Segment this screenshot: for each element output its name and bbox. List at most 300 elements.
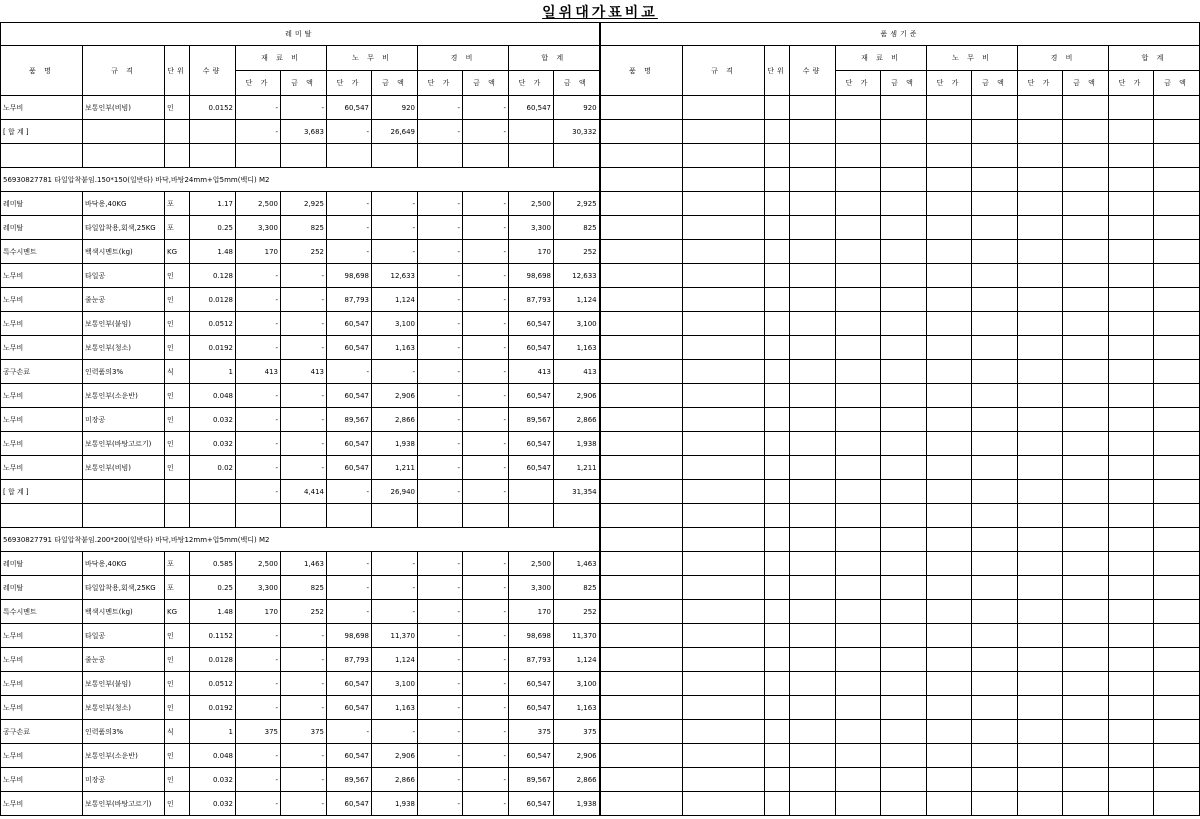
- cell-exp-amount: -: [463, 240, 509, 264]
- cell-total-price: 89,567: [509, 408, 554, 432]
- table-row: [1, 216, 600, 240]
- cell-empty: [972, 240, 1018, 264]
- cell-exp-price: -: [418, 696, 463, 720]
- cell-empty: [1018, 696, 1063, 720]
- cell-mat-price: -: [236, 96, 281, 120]
- column-header-row: [601, 46, 1200, 71]
- cell-exp-price: -: [418, 624, 463, 648]
- cell-empty: [836, 96, 881, 120]
- cell-empty: [601, 432, 683, 456]
- cell-empty: [1154, 384, 1200, 408]
- cell-total-price: 3,300: [509, 216, 554, 240]
- cell-empty: [372, 144, 418, 168]
- cell-empty: [1063, 528, 1109, 552]
- cell-empty: [1018, 480, 1063, 504]
- cell-name: 노무비: [1, 456, 83, 480]
- cell-empty: [790, 216, 836, 240]
- cell-empty: [1109, 624, 1154, 648]
- cell-mat-price: -: [236, 456, 281, 480]
- cell-empty: [927, 552, 972, 576]
- cell-spec: 줄눈공: [83, 288, 165, 312]
- cell-empty: [683, 312, 765, 336]
- cell-name: 노무비: [1, 312, 83, 336]
- empty-row: [601, 792, 1200, 816]
- cell-empty: [881, 456, 927, 480]
- cell-empty: [972, 744, 1018, 768]
- cell-empty: [790, 144, 836, 168]
- cell-empty: [836, 528, 881, 552]
- cell-total-amount: 825: [554, 576, 600, 600]
- cell-empty: [881, 168, 927, 192]
- cell-empty: [881, 240, 927, 264]
- cell-name: 레미탈: [1, 216, 83, 240]
- cell-lab-amount: -: [372, 720, 418, 744]
- cell-total-amount: 252: [554, 240, 600, 264]
- cell-total-amount: 2,906: [554, 744, 600, 768]
- cell-empty: [765, 624, 790, 648]
- header-unit-price: 단 가: [236, 71, 281, 96]
- header-unit: 단위: [165, 46, 190, 96]
- cell-unit: 인: [165, 648, 190, 672]
- cell-exp-amount: -: [463, 120, 509, 144]
- cell-total-price: 170: [509, 600, 554, 624]
- cell-mat-price: 3,300: [236, 216, 281, 240]
- cell-spec: 보통인부(바탕고르기): [83, 432, 165, 456]
- cell-empty: [601, 744, 683, 768]
- cell-empty: [972, 360, 1018, 384]
- cell-empty: [927, 144, 972, 168]
- cell-empty: [927, 384, 972, 408]
- cell-empty: [765, 288, 790, 312]
- cell-name: 특수시멘트: [1, 240, 83, 264]
- cell-empty: [1109, 792, 1154, 816]
- cell-empty: [927, 312, 972, 336]
- table-row: [1, 720, 600, 744]
- cell-empty: [927, 456, 972, 480]
- empty-row: [601, 384, 1200, 408]
- cell-empty: [927, 288, 972, 312]
- cell-spec: 줄눈공: [83, 648, 165, 672]
- cell-empty: [972, 456, 1018, 480]
- cell-mat-price: -: [236, 264, 281, 288]
- cell-qty: 0.0512: [190, 672, 236, 696]
- cell-total-price: 98,698: [509, 264, 554, 288]
- cell-name: 노무비: [1, 264, 83, 288]
- cell-mat-amount: -: [281, 768, 327, 792]
- cell-empty: [1063, 192, 1109, 216]
- empty-row: [601, 336, 1200, 360]
- table-row: [1, 264, 600, 288]
- cell-empty: [836, 792, 881, 816]
- cell-name: 공구손료: [1, 720, 83, 744]
- cell-exp-price: -: [418, 792, 463, 816]
- cell-mat-price: 413: [236, 360, 281, 384]
- table-row: [1, 600, 600, 624]
- cell-empty: [927, 624, 972, 648]
- empty-row: [601, 504, 1200, 528]
- cell-mat-amount: -: [281, 648, 327, 672]
- cell-unit: 인: [165, 336, 190, 360]
- cell-spec: 보통인부(붙임): [83, 312, 165, 336]
- header-expense: 경 비: [418, 46, 509, 71]
- header-amount: 금 액: [554, 71, 600, 96]
- cell-unit: [165, 120, 190, 144]
- table-row: [1, 336, 600, 360]
- cell-exp-price: -: [418, 480, 463, 504]
- table-row: [1, 288, 600, 312]
- cell-empty: [836, 408, 881, 432]
- header-unit: 단위: [765, 46, 790, 96]
- cell-empty: [972, 288, 1018, 312]
- cell-empty: [972, 312, 1018, 336]
- cell-empty: [236, 144, 281, 168]
- cell-lab-price: 60,547: [327, 672, 372, 696]
- cell-spec: 백색시멘트(kg): [83, 600, 165, 624]
- cell-empty: [1063, 768, 1109, 792]
- cell-unit: 인: [165, 312, 190, 336]
- cell-empty: [927, 240, 972, 264]
- empty-row: [601, 96, 1200, 120]
- cell-mat-amount: 1,463: [281, 552, 327, 576]
- header-unit-price: 단 가: [509, 71, 554, 96]
- cell-mat-amount: -: [281, 696, 327, 720]
- cell-empty: [790, 432, 836, 456]
- item-group-title: 56930827781 타일압착붙임.150*150(일반타) 바닥,바탕24mm+압5mm(백디) M2: [1, 168, 600, 192]
- cell-empty: [1109, 312, 1154, 336]
- table-row: [1, 648, 600, 672]
- cell-empty: [765, 648, 790, 672]
- cell-empty: [765, 216, 790, 240]
- cell-empty: [601, 384, 683, 408]
- cell-name: 노무비: [1, 408, 83, 432]
- cell-empty: [836, 720, 881, 744]
- cell-empty: [881, 264, 927, 288]
- cell-mat-price: 170: [236, 600, 281, 624]
- cell-empty: [1109, 768, 1154, 792]
- empty-row: [601, 696, 1200, 720]
- cell-spec: 타일압착용,회색,25KG: [83, 576, 165, 600]
- cell-empty: [1063, 600, 1109, 624]
- cell-empty: [881, 552, 927, 576]
- cell-empty: [881, 504, 927, 528]
- cell-empty: [881, 624, 927, 648]
- cell-lab-amount: 1,211: [372, 456, 418, 480]
- cell-empty: [601, 168, 683, 192]
- cell-empty: [836, 600, 881, 624]
- empty-row: [601, 144, 1200, 168]
- cell-total-amount: 375: [554, 720, 600, 744]
- cell-empty: [1154, 312, 1200, 336]
- cell-total-amount: 1,938: [554, 792, 600, 816]
- cell-empty: [1018, 432, 1063, 456]
- cell-empty: [601, 528, 683, 552]
- cell-empty: [1018, 552, 1063, 576]
- cell-empty: [683, 480, 765, 504]
- cell-empty: [1063, 312, 1109, 336]
- cell-empty: [1109, 360, 1154, 384]
- cell-spec: 보통인부(청소): [83, 696, 165, 720]
- section-header-row: [1, 23, 600, 46]
- cell-name: 노무비: [1, 384, 83, 408]
- cell-qty: 0.032: [190, 432, 236, 456]
- cell-exp-amount: -: [463, 576, 509, 600]
- cell-total-price: 2,500: [509, 552, 554, 576]
- cell-empty: [927, 408, 972, 432]
- cell-unit: 인: [165, 792, 190, 816]
- cell-unit: 인: [165, 456, 190, 480]
- cell-spec: [83, 120, 165, 144]
- cell-mat-amount: 413: [281, 360, 327, 384]
- cell-empty: [881, 216, 927, 240]
- cell-qty: 1.48: [190, 600, 236, 624]
- cell-empty: [683, 264, 765, 288]
- cell-qty: 1: [190, 360, 236, 384]
- cell-empty: [790, 312, 836, 336]
- cell-mat-price: 2,500: [236, 552, 281, 576]
- cell-empty: [972, 432, 1018, 456]
- cell-empty: [1063, 432, 1109, 456]
- cell-empty: [1109, 744, 1154, 768]
- cell-empty: [972, 648, 1018, 672]
- cell-empty: [683, 432, 765, 456]
- cell-unit: 인: [165, 672, 190, 696]
- cell-unit: 인: [165, 264, 190, 288]
- cell-empty: [683, 288, 765, 312]
- cell-empty: [1154, 504, 1200, 528]
- cell-empty: [881, 744, 927, 768]
- cell-empty: [1063, 696, 1109, 720]
- empty-row: [601, 456, 1200, 480]
- cell-empty: [1018, 240, 1063, 264]
- cell-lab-price: -: [327, 552, 372, 576]
- cell-empty: [927, 168, 972, 192]
- cell-empty: [683, 672, 765, 696]
- cell-total-amount: 1,124: [554, 648, 600, 672]
- cell-exp-amount: -: [463, 264, 509, 288]
- cell-empty: [881, 432, 927, 456]
- cell-empty: [836, 216, 881, 240]
- cell-empty: [683, 720, 765, 744]
- cell-lab-amount: 26,649: [372, 120, 418, 144]
- header-qty: 수량: [190, 46, 236, 96]
- cell-empty: [836, 360, 881, 384]
- cell-lab-amount: -: [372, 192, 418, 216]
- cell-lab-price: 87,793: [327, 648, 372, 672]
- cell-lab-amount: 3,100: [372, 672, 418, 696]
- cell-spec: 미장공: [83, 768, 165, 792]
- cell-empty: [1063, 144, 1109, 168]
- cell-empty: [1109, 600, 1154, 624]
- cell-qty: 0.032: [190, 408, 236, 432]
- cell-empty: [836, 696, 881, 720]
- cell-mat-price: -: [236, 384, 281, 408]
- cell-empty: [790, 336, 836, 360]
- cell-empty: [1018, 264, 1063, 288]
- cell-spec: 보통인부(바탕고르기): [83, 792, 165, 816]
- cell-name: 노무비: [1, 792, 83, 816]
- cell-empty: [1018, 336, 1063, 360]
- header-amount: 금 액: [881, 71, 927, 96]
- cell-exp-price: -: [418, 600, 463, 624]
- cell-total-price: 413: [509, 360, 554, 384]
- cell-exp-price: -: [418, 360, 463, 384]
- cell-qty: 0.25: [190, 216, 236, 240]
- cell-empty: [1109, 456, 1154, 480]
- cell-empty: [765, 96, 790, 120]
- cell-empty: [765, 240, 790, 264]
- cell-empty: [1109, 480, 1154, 504]
- cell-lab-amount: 2,866: [372, 768, 418, 792]
- cell-empty: [790, 744, 836, 768]
- empty-row: [601, 768, 1200, 792]
- cell-mat-amount: 2,925: [281, 192, 327, 216]
- cell-empty: [1154, 240, 1200, 264]
- cell-empty: [601, 672, 683, 696]
- cell-empty: [1018, 312, 1063, 336]
- cell-empty: [790, 96, 836, 120]
- table-row: [1, 792, 600, 816]
- cell-empty: [1154, 192, 1200, 216]
- blank-row: [1, 144, 600, 168]
- cell-lab-amount: 1,124: [372, 288, 418, 312]
- cell-empty: [790, 600, 836, 624]
- cell-total-amount: 2,925: [554, 192, 600, 216]
- cell-empty: [790, 648, 836, 672]
- cell-total-price: 98,698: [509, 624, 554, 648]
- cell-empty: [927, 264, 972, 288]
- cell-empty: [1154, 144, 1200, 168]
- cell-empty: [683, 504, 765, 528]
- cell-lab-price: 60,547: [327, 312, 372, 336]
- cell-empty: [165, 504, 190, 528]
- cell-empty: [765, 552, 790, 576]
- table-row: [1, 552, 600, 576]
- cell-unit: 식: [165, 720, 190, 744]
- cell-empty: [1109, 144, 1154, 168]
- cell-exp-amount: -: [463, 720, 509, 744]
- cell-mat-amount: -: [281, 792, 327, 816]
- cell-empty: [836, 168, 881, 192]
- cell-mat-price: -: [236, 792, 281, 816]
- cell-mat-price: -: [236, 312, 281, 336]
- cell-empty: [1018, 576, 1063, 600]
- cell-empty: [881, 408, 927, 432]
- cell-empty: [83, 504, 165, 528]
- cell-mat-price: -: [236, 768, 281, 792]
- cell-exp-price: -: [418, 336, 463, 360]
- cell-empty: [601, 720, 683, 744]
- cell-mat-amount: -: [281, 456, 327, 480]
- cell-empty: [1063, 96, 1109, 120]
- cell-mat-amount: -: [281, 264, 327, 288]
- cell-exp-amount: -: [463, 192, 509, 216]
- cell-exp-price: -: [418, 456, 463, 480]
- empty-row: [601, 288, 1200, 312]
- cell-empty: [683, 552, 765, 576]
- cell-empty: [836, 384, 881, 408]
- cell-empty: [1063, 672, 1109, 696]
- cell-empty: [927, 672, 972, 696]
- cell-empty: [790, 264, 836, 288]
- cell-empty: [1018, 120, 1063, 144]
- cell-empty: [1154, 672, 1200, 696]
- cell-exp-amount: -: [463, 648, 509, 672]
- cell-empty: [1154, 528, 1200, 552]
- cell-lab-price: 60,547: [327, 744, 372, 768]
- cell-empty: [836, 264, 881, 288]
- cell-empty: [972, 216, 1018, 240]
- cell-exp-amount: -: [463, 672, 509, 696]
- cell-spec: 보통인부(붙임): [83, 672, 165, 696]
- cell-exp-price: -: [418, 744, 463, 768]
- cell-total-price: 60,547: [509, 312, 554, 336]
- cell-empty: [683, 576, 765, 600]
- cell-empty: [836, 336, 881, 360]
- cell-mat-price: -: [236, 480, 281, 504]
- cell-name: [ 합 계 ]: [1, 120, 83, 144]
- cell-unit: 포: [165, 576, 190, 600]
- empty-row: [601, 360, 1200, 384]
- cell-lab-amount: 1,938: [372, 792, 418, 816]
- cell-empty: [1018, 360, 1063, 384]
- cell-spec: 바닥용,40KG: [83, 192, 165, 216]
- cell-empty: [765, 768, 790, 792]
- cell-name: 노무비: [1, 744, 83, 768]
- cell-empty: [836, 432, 881, 456]
- cell-lab-price: 60,547: [327, 696, 372, 720]
- cell-name: 노무비: [1, 672, 83, 696]
- cell-empty: [927, 792, 972, 816]
- header-name: 품 명: [1, 46, 83, 96]
- cell-qty: 0.128: [190, 264, 236, 288]
- cell-empty: [683, 96, 765, 120]
- cell-empty: [1018, 144, 1063, 168]
- cell-mat-amount: -: [281, 336, 327, 360]
- cell-empty: [765, 456, 790, 480]
- cell-empty: [836, 624, 881, 648]
- cell-empty: [836, 240, 881, 264]
- cell-lab-price: 60,547: [327, 432, 372, 456]
- cell-name: 공구손료: [1, 360, 83, 384]
- header-total: 합 계: [509, 46, 600, 71]
- cell-empty: [881, 120, 927, 144]
- cell-empty: [972, 120, 1018, 144]
- cell-empty: [972, 792, 1018, 816]
- cell-empty: [1063, 456, 1109, 480]
- cell-lab-price: -: [327, 480, 372, 504]
- header-amount: 금 액: [463, 71, 509, 96]
- cell-exp-price: -: [418, 648, 463, 672]
- cell-total-price: 375: [509, 720, 554, 744]
- cell-empty: [927, 696, 972, 720]
- cell-empty: [601, 696, 683, 720]
- page-title: 일위대가표비교: [542, 5, 658, 21]
- cell-empty: [765, 168, 790, 192]
- cell-empty: [1063, 480, 1109, 504]
- cell-mat-amount: -: [281, 432, 327, 456]
- cell-exp-amount: -: [463, 600, 509, 624]
- cell-unit: 인: [165, 408, 190, 432]
- cell-lab-amount: -: [372, 552, 418, 576]
- cell-empty: [790, 576, 836, 600]
- cell-total-price: 89,567: [509, 768, 554, 792]
- cell-empty: [190, 144, 236, 168]
- cell-empty: [881, 600, 927, 624]
- header-labor: 노 무 비: [927, 46, 1018, 71]
- cell-exp-amount: -: [463, 432, 509, 456]
- cell-empty: [836, 480, 881, 504]
- cell-empty: [165, 144, 190, 168]
